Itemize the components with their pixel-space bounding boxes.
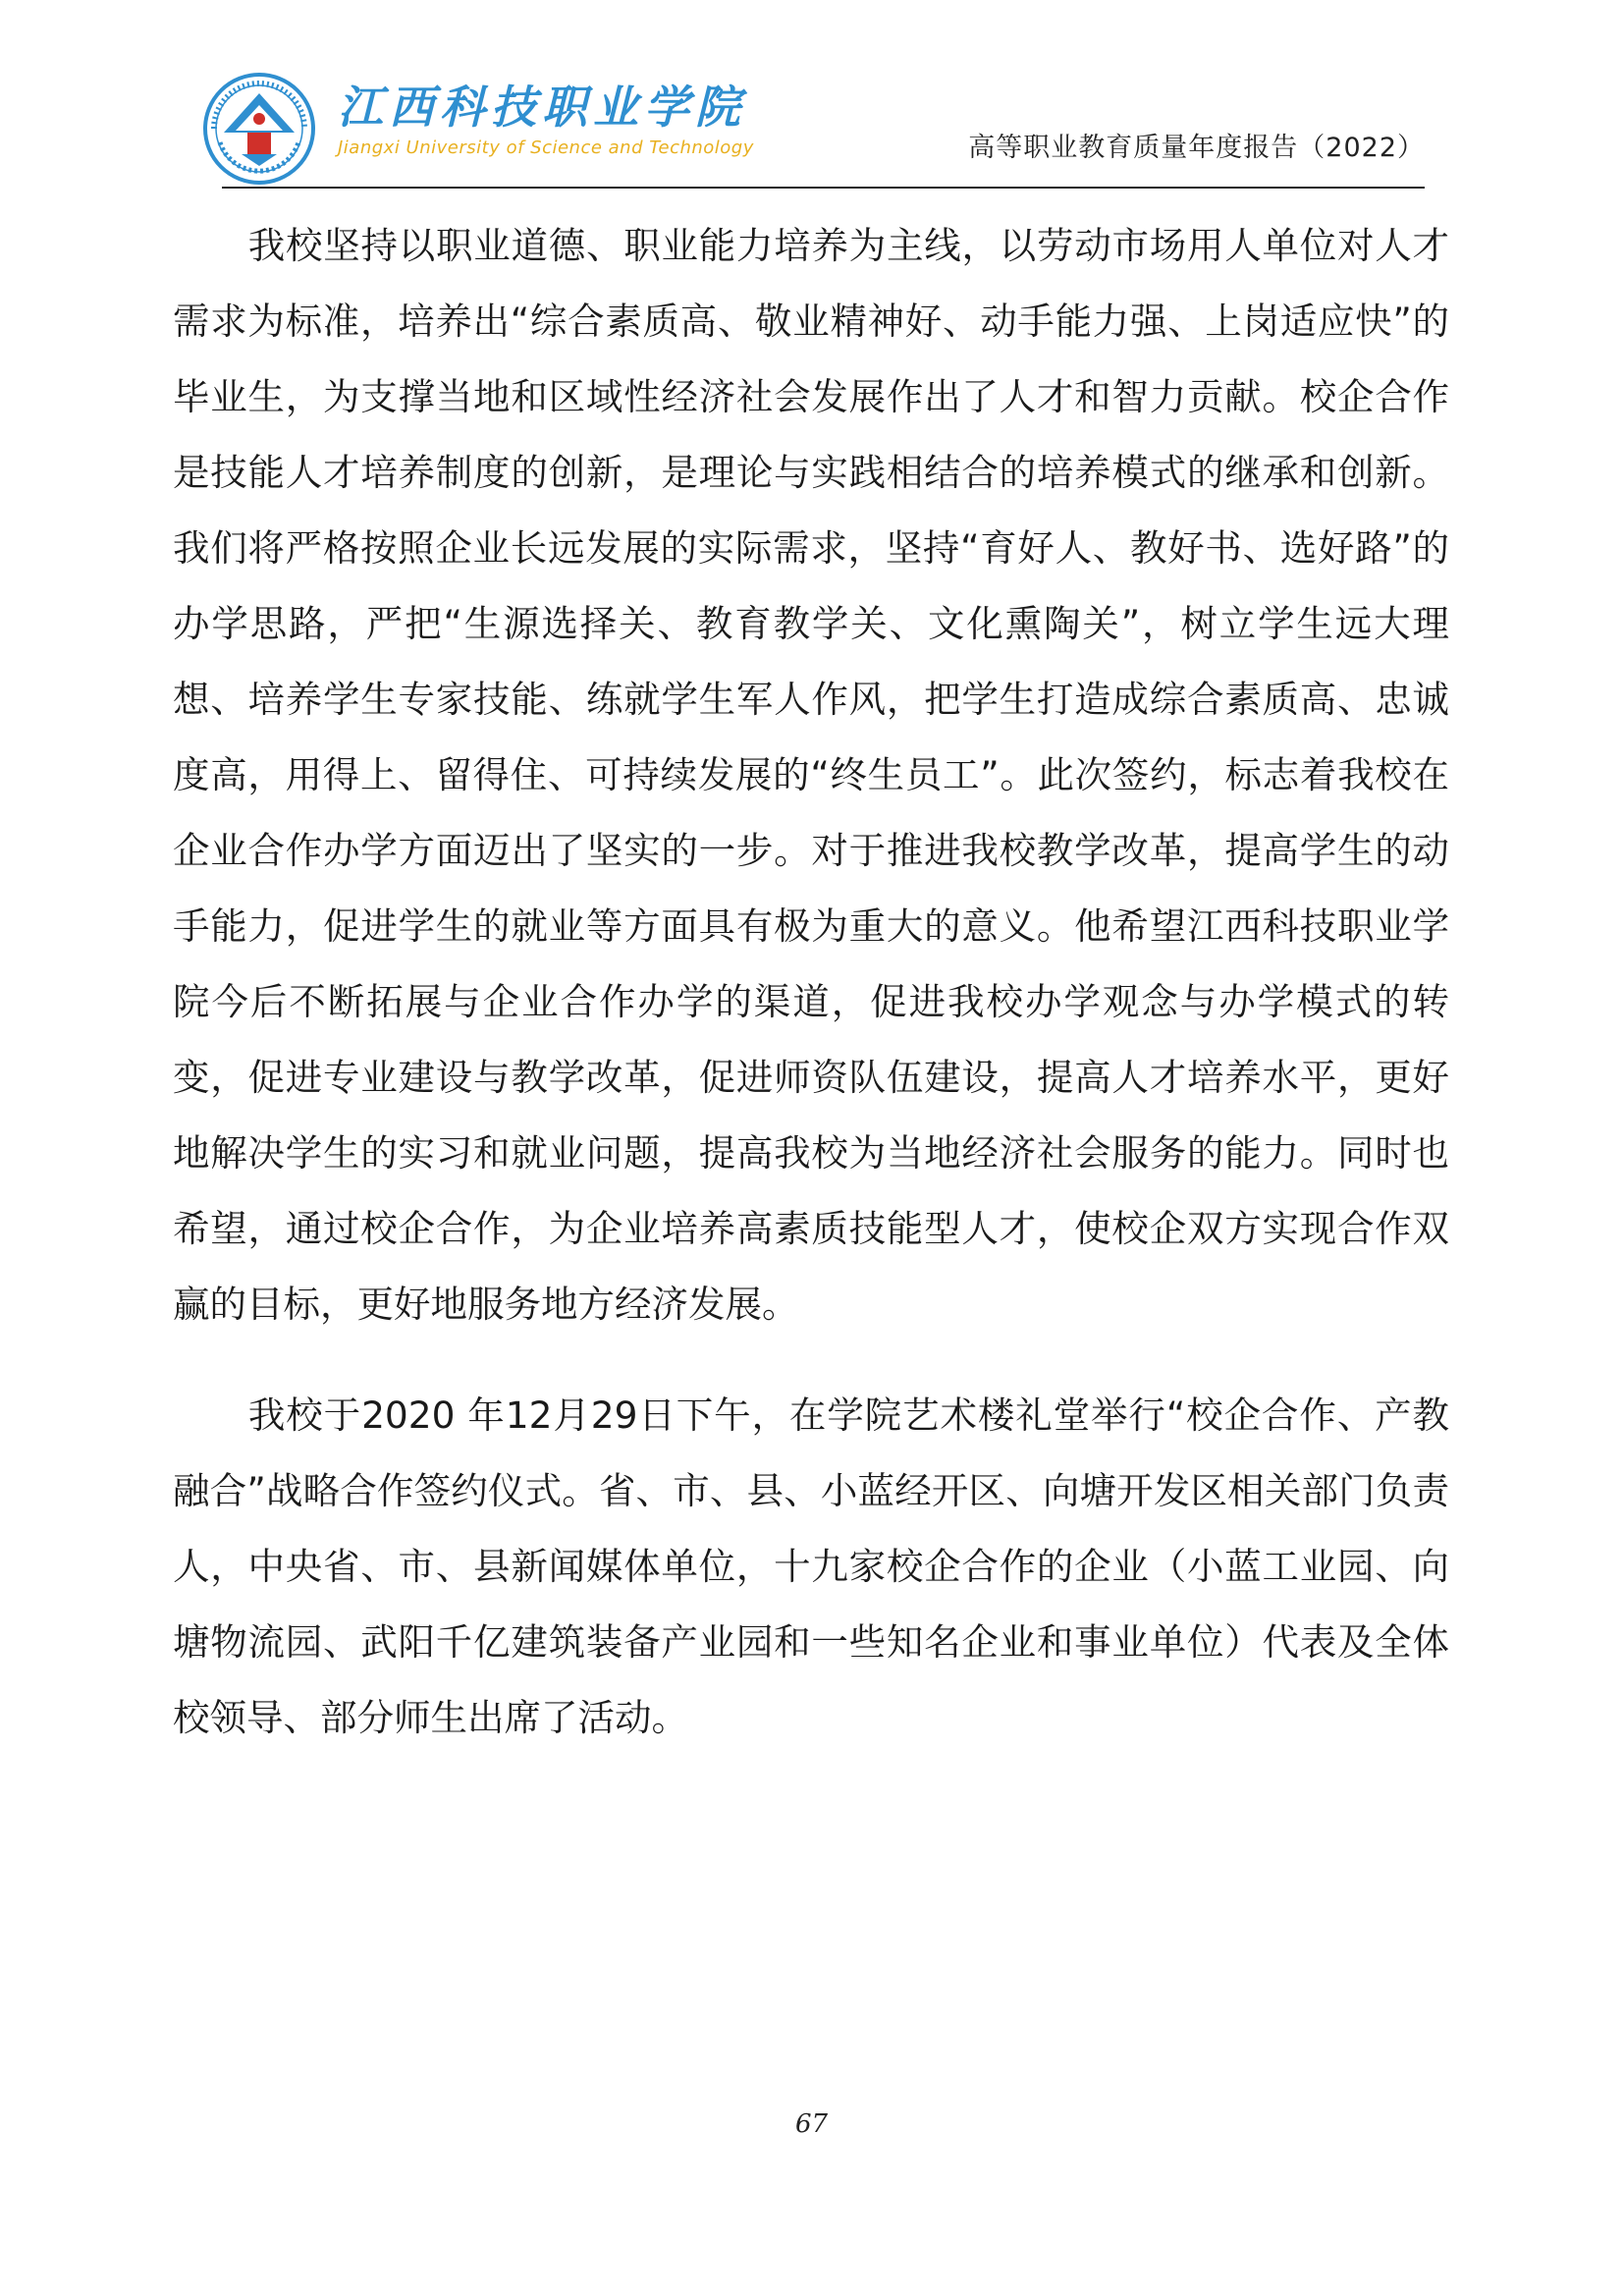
university-name-en: Jiangxi University of Science and Technology <box>338 137 754 158</box>
paragraph-2-text: 我校于2020 年12月29日下午，在学院艺术楼礼堂举行“校企合作、产教融合”战略合作签约仪式。省、市、县、小蓝经开区、向塘开发区相关部门负责人，中央省、市、县新闻媒体单位，十九家校企合作的企业（小蓝工业园、向塘物流园、武阳千亿建筑装备产业园和一些知名企业和事业单位）代表及全体校领导、部分师生出席了活动。 <box>173 1394 1449 1739</box>
paragraph-1-text: 我校坚持以职业道德、职业能力培养为主线，以劳动市场用人单位对人才需求为标准，培养出“综合素质高、敬业精神好、动手能力强、上岗适应快”的毕业生，为支撑当地和区域性经济社会发展作出了人才和智力贡献。校企合作是技能人才培养制度的创新，是理论与实践相结合的培养模式的继承和创新。我们将严格按照企业长远发展的实际需求，坚持“育好人、教好书、选好路”的办学思路，严把“生源选择关、教育教学关、文化熏陶关”，树立学生远大理想、培养学生专家技能、练就学生军人作风，把学生打造成综合素质高、忠诚度高，用得上、留得住、可持续发展的“终生员工”。此次签约，标志着我校在企业合作办学方面迈出了坚实的一步。对于推进我校教学改革，提高学生的动手能力，促进学生的就业等方面具有极为重大的意义。他希望江西科技职业学院今后不断拓展与企业合作办学的渠道，促进我校办学观念与办学模式的转变，促进专业建设与教学改革，促进师资队伍建设，提高人才培养水平，更好地解决学生的实习和就业问题，提高我校为当地经济社会服务的能力。同时也希望，通过校企合作，为企业培养高素质技能型人才，使校企双方实现合作双赢的目标，更好地服务地方经济发展。 <box>173 224 1449 1326</box>
university-logo-text <box>338 81 754 159</box>
header-divider <box>222 187 1425 189</box>
document-body <box>173 208 1449 1756</box>
paragraph-1 <box>173 208 1449 1342</box>
report-title: 高等职业教育质量年度报告（2022） <box>968 133 1425 163</box>
page-number: 67 <box>794 2109 829 2139</box>
paragraph-2 <box>173 1378 1449 1756</box>
page-header <box>192 67 1425 189</box>
university-seal-icon <box>202 72 316 186</box>
university-name-cn: 江西科技职业学院 <box>338 81 746 134</box>
